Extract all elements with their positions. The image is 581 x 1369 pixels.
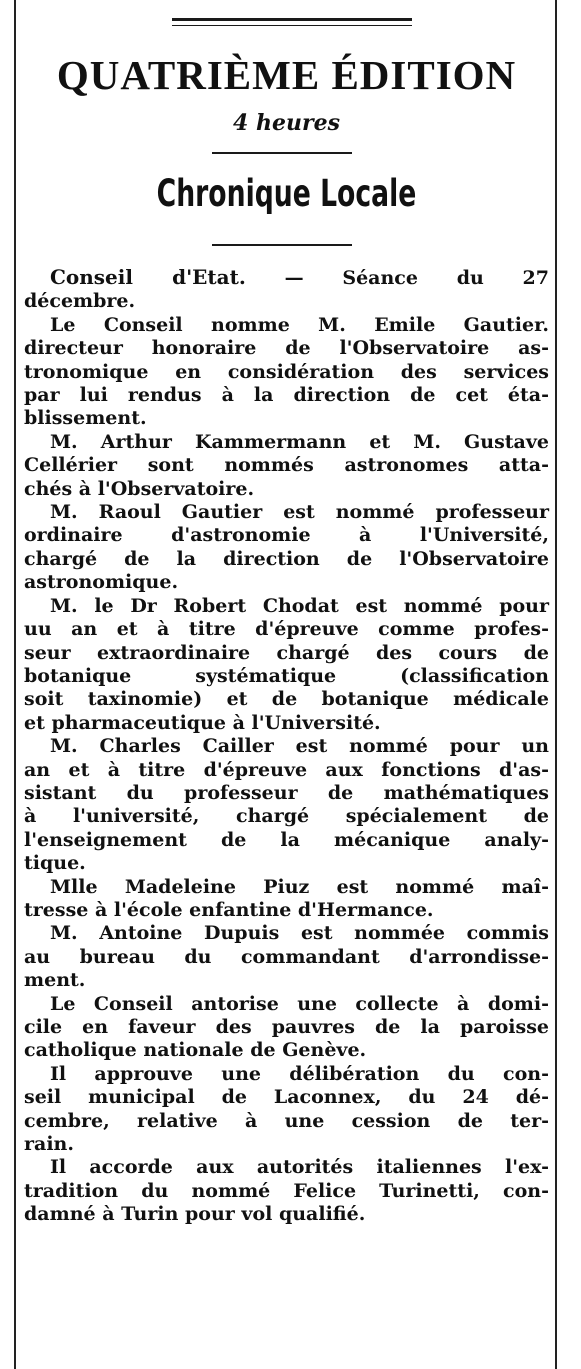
article-line: à l'université, chargé spécialement de [24, 805, 549, 828]
article-line: M. le Dr Robert Chodat est nommé pour [50, 594, 549, 617]
article-line: directeur honoraire de l'Observatoire as- [24, 337, 549, 360]
article-line: blissement. [24, 407, 147, 430]
article-paragraph [24, 735, 549, 875]
article-line: damné à Turin pour vol qualifié. [24, 1203, 366, 1226]
article-line: tresse à l'école enfantine d'Hermance. [24, 898, 434, 921]
column-rule-left [14, 0, 16, 1369]
section-title: Chronique Locale [156, 172, 417, 215]
article-line: rain. [24, 1133, 74, 1156]
article-line: Il approuve une délibération du con- [50, 1062, 549, 1085]
article-paragraph [24, 922, 549, 992]
article-line: tique. [24, 852, 86, 875]
article-line: M. Arthur Kammermann et M. Gustave [50, 430, 549, 453]
article-line: Le Conseil antorise une collecte à domi- [50, 992, 549, 1015]
top-double-rule-2 [172, 25, 412, 26]
article-line: au bureau du commandant d'arrondisse- [24, 945, 549, 968]
article-line: uu an et à titre d'épreuve comme profes- [24, 618, 549, 641]
article-paragraph [24, 876, 549, 923]
heading-dash: — [245, 267, 343, 289]
article-line: sistant du professeur de mathématiques [24, 781, 549, 804]
article-line: tronomique en considération des services [24, 360, 549, 383]
article-line: Cellérier sont nommés astronomes atta- [24, 454, 549, 477]
article-paragraph [24, 1063, 549, 1157]
article-line: catholique nationale de Genève. [24, 1039, 367, 1062]
article-line: ment. [24, 969, 86, 992]
article-line: tradition du nommé Felice Turinetti, con- [24, 1179, 549, 1202]
article-heading: Conseil d'Etat. [50, 265, 246, 289]
article-line: M. Antoine Dupuis est nommée commis [50, 922, 549, 945]
article-line: et pharmaceutique à l'Université. [24, 711, 381, 734]
article-line: l'enseignement de la mécanique analy- [24, 828, 549, 851]
article-line: cembre, relative à une cession de ter- [24, 1109, 549, 1132]
article-line: Mlle Madeleine Piuz est nommé maî- [50, 875, 549, 898]
article-line: astronomique. [24, 571, 179, 594]
article-body [24, 266, 549, 1227]
article-line: soit taxinomie) et de botanique médicale [24, 688, 549, 711]
article-line: décembre. [24, 290, 136, 313]
separator-rule-1 [212, 152, 352, 154]
article-line [24, 266, 549, 290]
article-line: Il accorde aux autorités italiennes l'ex- [50, 1156, 549, 1179]
article-line: chés à l'Observatoire. [24, 477, 255, 500]
column-rule-right [555, 0, 557, 1369]
article-lead [24, 266, 549, 314]
article-paragraph [24, 595, 549, 735]
edition-hour: 4 heures [233, 110, 340, 136]
article-paragraph [24, 314, 549, 431]
article-line: seil municipal de Laconnex, du 24 dé- [24, 1086, 549, 1109]
lead-text: Séance du 27 [342, 267, 549, 289]
edition-title: QUATRIÈME ÉDITION [56, 52, 517, 98]
article-paragraph [24, 1156, 549, 1226]
article-line: cile en faveur des pauvres de la paroisse [24, 1016, 549, 1038]
article-paragraph [24, 431, 549, 501]
top-double-rule [172, 18, 412, 21]
article-line: seur extraordinaire chargé des cours de [24, 641, 549, 664]
article-line: chargé de la direction de l'Observatoire [24, 547, 549, 570]
separator-rule-2 [212, 244, 352, 246]
article-line: botanique systématique (classification [24, 664, 549, 687]
article-line: ordinaire d'astronomie à l'Université, [24, 524, 549, 547]
article-line: an et à titre d'épreuve aux fonctions d'as- [24, 758, 549, 781]
article-line: par lui rendus à la direction de cet éta- [24, 384, 549, 407]
article-paragraph [24, 501, 549, 595]
article-paragraph [24, 993, 549, 1063]
article-line: M. Raoul Gautier est nommé professeur [50, 501, 549, 524]
article-line: M. Charles Cailler est nommé pour un [50, 735, 549, 758]
article-line: Le Conseil nomme M. Emile Gautier. [50, 313, 549, 336]
